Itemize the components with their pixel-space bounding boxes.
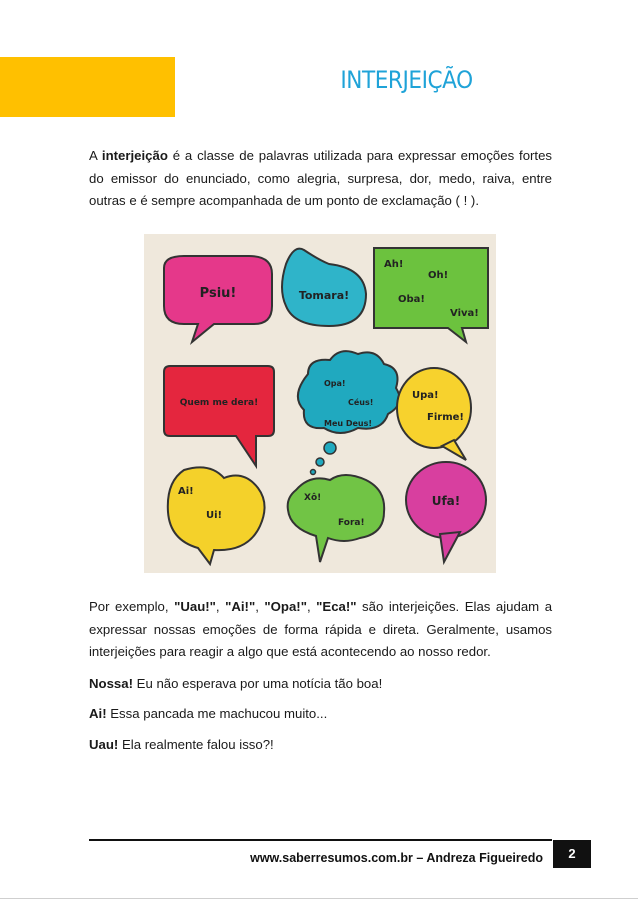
example-interjection: "Uau!" <box>174 599 216 614</box>
speech-bubbles-svg <box>144 234 496 573</box>
bubble-word: Ai! <box>178 486 194 497</box>
bubble-word: Quem me dera! <box>179 398 259 408</box>
example-text: Por exemplo, <box>89 599 175 614</box>
speech-bubble <box>282 249 366 326</box>
bubble-word: Tomara! <box>298 289 350 302</box>
example-text: , <box>255 599 265 614</box>
bubble-word: Céus! <box>348 398 374 407</box>
bubble-word: Ui! <box>206 510 223 521</box>
page-number: 2 <box>553 840 591 868</box>
bubble-word: Meu Deus! <box>324 419 373 428</box>
bubble-word: Psiu! <box>199 286 237 301</box>
bubble-word: Firme! <box>427 412 464 423</box>
page-bottom-edge <box>0 898 638 899</box>
bubble-word: Viva! <box>450 308 479 319</box>
intro-text-start: A <box>89 148 102 163</box>
bubble-word: Xô! <box>304 493 322 503</box>
bubble-word: Opa! <box>324 379 346 388</box>
footer-credit: www.saberresumos.com.br – Andreza Figueiredo <box>250 851 543 865</box>
speech-bubble <box>164 256 272 342</box>
example-text: são interjeições. Elas ajudam a expressar nossas emoções de forma rápida e direta. Geralmente, usamos interjeições para reagir a algo que está acontecendo ao nosso redor. <box>89 599 553 659</box>
sentence-interjection: Uau! <box>89 737 119 752</box>
bubble-word: Oba! <box>398 294 425 305</box>
example-interjection: "Ai!" <box>225 599 256 614</box>
speech-bubbles-illustration <box>144 234 496 573</box>
example-interjection: "Opa!" <box>264 599 307 614</box>
sentence-interjection: Ai! <box>89 706 107 721</box>
example-text: , <box>306 599 317 614</box>
bubble-word: Ah! <box>384 259 404 270</box>
speech-bubble <box>397 368 471 460</box>
bubble-word: Oh! <box>428 270 449 281</box>
speech-bubble <box>164 366 274 466</box>
speech-bubble <box>168 467 265 564</box>
bubble-word: Upa! <box>412 390 439 401</box>
intro-term: interjeição <box>101 148 168 163</box>
sentence-interjection: Nossa! <box>89 676 133 691</box>
example-text: , <box>215 599 226 614</box>
example-interjection: "Eca!" <box>316 599 357 614</box>
example-sentence <box>89 706 327 721</box>
example-sentence <box>89 676 382 691</box>
header-accent-bar <box>0 57 175 117</box>
example-sentence <box>89 737 274 752</box>
footer-divider <box>89 839 552 841</box>
bubble-word: Ufa! <box>431 494 461 508</box>
bubble-word: Fora! <box>338 518 365 528</box>
sentence-text: Ela realmente falou isso?! <box>118 737 274 752</box>
speech-bubble <box>298 351 400 474</box>
speech-bubble <box>374 248 488 342</box>
sentence-text: Essa pancada me machucou muito... <box>106 706 328 721</box>
intro-text-end: é a classe de palavras utilizada para expressar emoções fortes do emissor do enunciado, como alegria, surpresa, dor, medo, raiva, entre outras e é sempre acompanhada de um ponto de exclamação ( ! ). <box>89 148 553 208</box>
speech-bubble <box>288 475 385 562</box>
intro-paragraph <box>89 145 552 213</box>
sentence-text: Eu não esperava por uma notícia tão boa! <box>132 676 383 691</box>
page-title: INTERJEIÇÃO <box>340 66 473 94</box>
speech-bubble <box>406 462 486 562</box>
example-paragraph <box>89 596 552 664</box>
